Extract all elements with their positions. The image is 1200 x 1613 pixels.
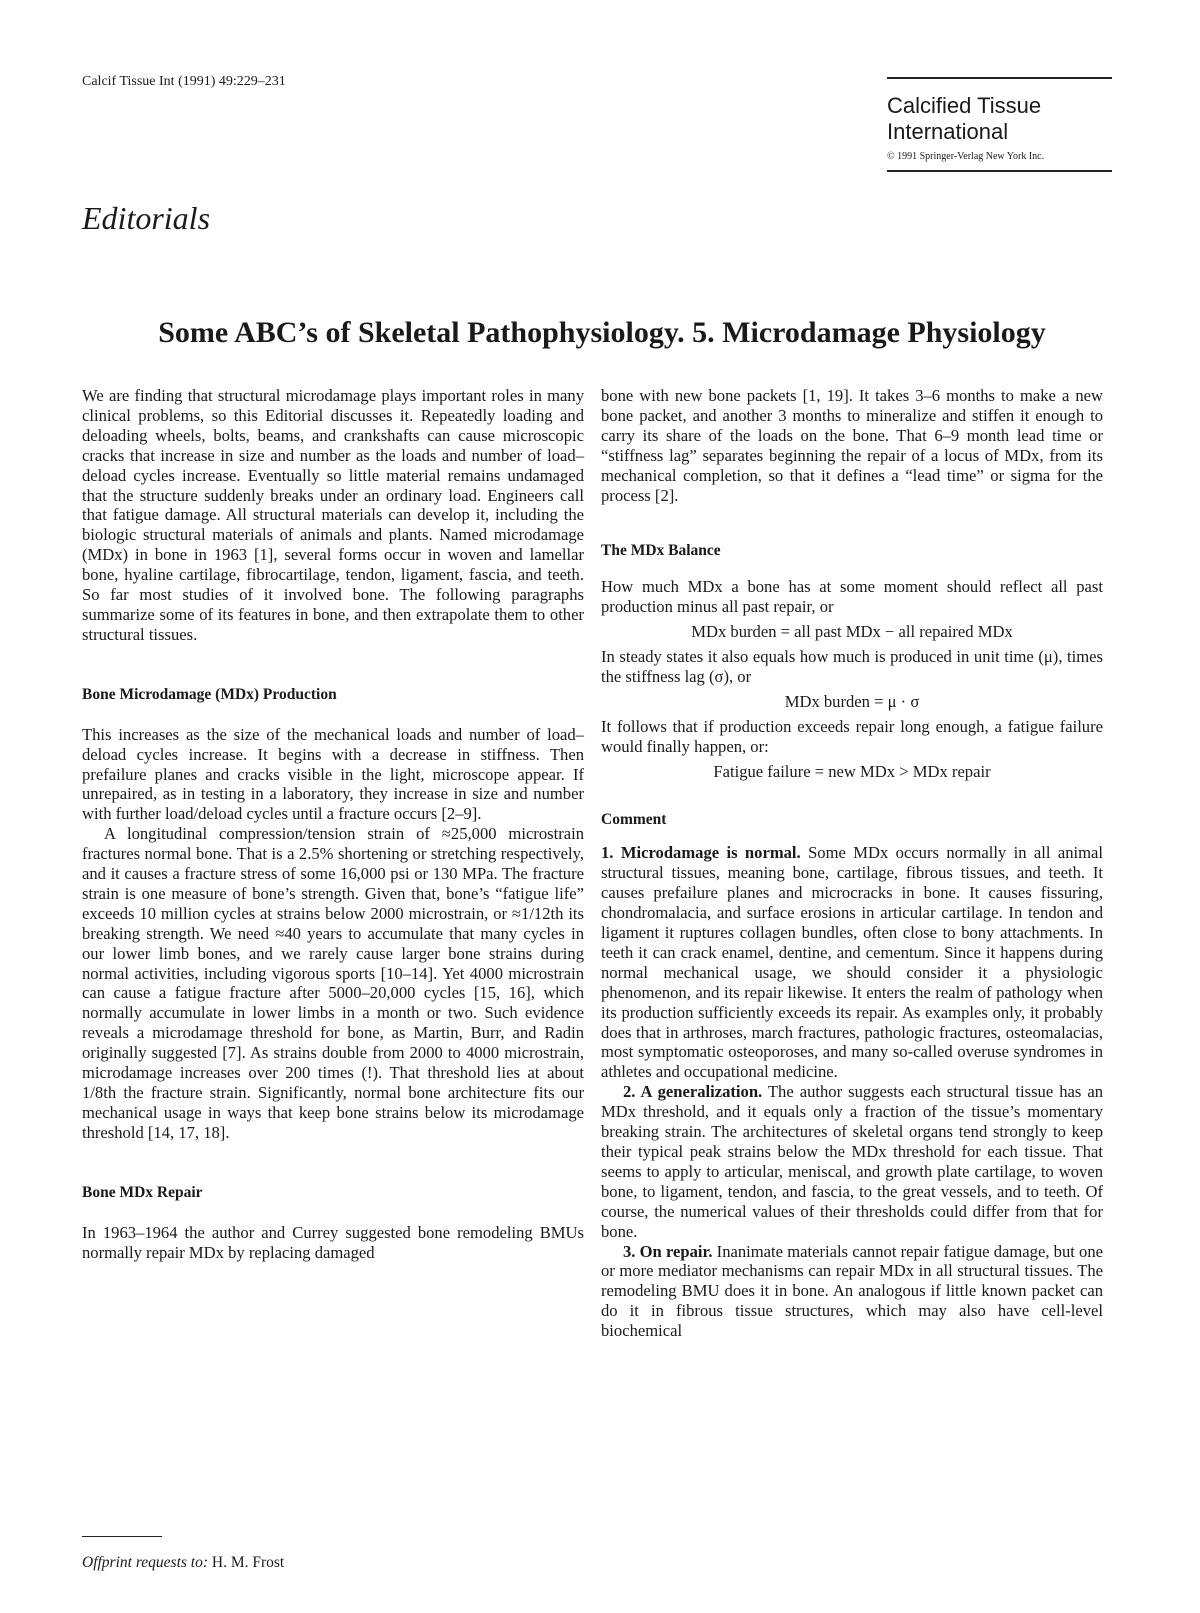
footnote-label: Offprint requests to: [82,1554,209,1571]
comment-2-lead: 2. A generalization. [623,1082,763,1102]
journal-name-line1: Calcified Tissue [887,93,1042,118]
journal-masthead [887,77,1112,172]
production-paragraph-1: This increases as the size of the mechanical loads and number of load–deload cycles increase. It begins with a decrease in stiffness. Then prefailure planes and cracks visible in the light, microscope appear. If unrepaired, as in testing in a laboratory, they increase in size and number with further load/deload cycles until a fracture occurs [2–9]. [82,724,584,824]
heading-production: Bone Microdamage (MDx) Production [82,685,337,703]
section-label: Editorials [82,200,211,236]
repair-paragraph: In 1963–1964 the author and Currey suggested bone remodeling BMUs normally repair MDx by replacing damaged [82,1222,584,1262]
comment-1-text: Some MDx occurs normally in all animal structural tissues, meaning bone, cartilage, fibrous tissues, and teeth. It causes prefailure planes and microcracks in bone. It causes fissuring, chondromalacia, and surface erosions in articular cartilage. In tendon and ligament it ruptures collagen bundles, often close to bony attachments. In teeth it can crack enamel, dentine, and cementum. Since it happens during normal mechanical usage, we should consider it a physiologic phenomenon, and its repair likewise. It enters the realm of pathology when its production sufficiently exceeds its repair. As examples only, it probably does that in arthroses, march fractures, pathologic fractures, osteomalacias, most symptomatic osteoporoses, and many so-called overuse syndromes in athletes and occupational medicine. [601,843,1103,1082]
left-column [82,386,584,1262]
right-column [601,386,1103,1341]
repair-continued: bone with new bone packets [1, 19]. It takes 3–6 months to make a new bone packet, and another 3 months to mineralize and stiffen it enough to carry its share of the loads on the bone. That 6–9 month lead time or “stiffness lag” separates beginning the repair of a locus of MDx, from its mechanical completion, so that it defines a “lead time” or sigma for the process [2]. [601,386,1103,505]
comment-3-lead: 3. On repair. [623,1241,713,1261]
balance-paragraph-1: How much MDx a bone has at some moment should reflect all past production minus all past repair, or [601,577,1103,617]
balance-paragraph-2: In steady states it also equals how much is produced in unit time (μ), times the stiffness lag (σ), or [601,647,1103,686]
comment-3-text: Inanimate materials cannot repair fatigue damage, but one or more mediator mechanisms can repair MDx in all structural tissues. The remodeling BMU does it in bone. An analogous if little known packet can do it in fibrous tissue structures, which may also have cell-level biochemical [601,1241,1103,1341]
intro-paragraph: We are finding that structural microdamage plays important roles in many clinical problems, so this Editorial discusses it. Repeatedly loading and deloading wheels, bolts, beams, and crankshafts can cause microscopic cracks that increase in size and number as the loads and number of load–deload cycles increase. Eventually so little material remains undamaged that the structure suddenly breaks under an ordinary load. Engineers call that fatigue damage. All structural materials can develop it, including the biologic structural materials of animals and plants. Named microdamage (MDx) in bone in 1963 [1], several forms occur in woven and lamellar bone, hyaline cartilage, fibrocartilage, tendon, ligament, fascia, and teeth. So far most studies of it involved bone. The following paragraphs summarize some of its features in bone, and then extrapolate them to other structural tissues. [82,386,584,644]
copyright: © 1991 Springer-Verlag New York Inc. [887,151,1045,162]
comment-2-text: The author suggests each structural tissue has an MDx threshold, and it equals only a fraction of the tissue’s momentary breaking strain. The architectures of skeletal organs tend strongly to keep their typical peak strains below the MDx threshold for each tissue. That seems to apply to articular, meniscal, and growth plate cartilage, to woven bone, to ligament, tendon, and fascia, to the great vessels, and to teeth. Of course, the numerical values of their thresholds could differ from that for bone. [601,1082,1103,1241]
footnote-name: H. M. Frost [208,1554,285,1571]
production-paragraph-2: A longitudinal compression/tension strain of ≈25,000 microstrain fractures normal bone. That is a 2.5% shortening or stretching respectively, and it causes a fracture stress of some 16,000 psi or 130 MPa. The fracture strain is one measure of bone’s strength. Given that, bone’s “fatigue life” exceeds 10 million cycles at strains below 2000 microstrain, or ≈1/12th its breaking strength. We need ≈40 years to accumulate that many cycles in our lower limb bones, and we rarely cause larger bone strains during normal activities, including vigorous sports [10–14]. Yet 4000 microstrain can cause a fatigue fracture after 5000–20,000 cycles [15, 16], which normally accumulate in lower limbs in a month or two. Such evidence reveals a microdamage threshold for bone, as Martin, Burr, and Radin originally suggested [7]. As strains double from 2000 to 4000 microstrain, microdamage increases over 200 times (!). That threshold lies at about 1/8th the fracture strain. Significantly, normal bone architecture fits our mechanical usage in ways that keep bone strains below its microdamage threshold [14, 17, 18]. [82,824,584,1142]
balance-paragraph-3: It follows that if production exceeds repair long enough, a fatigue failure would finally happen, or: [601,716,1103,756]
heading-comment: Comment [601,810,667,828]
comment-1-lead: 1. Microdamage is normal. [601,843,801,863]
footnote [82,1554,284,1572]
journal-citation: Calcif Tissue Int (1991) 49:229–231 [82,74,286,89]
formula-mdx-burden: MDx burden = all past MDx − all repaired MDx [691,622,1013,642]
formula-fatigue-failure: Fatigue failure = new MDx > MDx repair [713,761,991,781]
formula-mu-sigma: MDx burden = μ · σ [784,691,920,711]
comment-paragraph-1 [601,843,1103,1082]
heading-balance: The MDx Balance [601,542,721,560]
comment-paragraph-2 [601,1082,1103,1241]
heading-repair: Bone MDx Repair [82,1183,203,1201]
journal-name-line2: International [887,119,1009,144]
comment-paragraph-3 [601,1242,1103,1342]
article-title: Some ABC’s of Skeletal Pathophysiology. 5. Microdamage Physiology [158,316,1046,349]
footnote-rule [82,1536,162,1537]
